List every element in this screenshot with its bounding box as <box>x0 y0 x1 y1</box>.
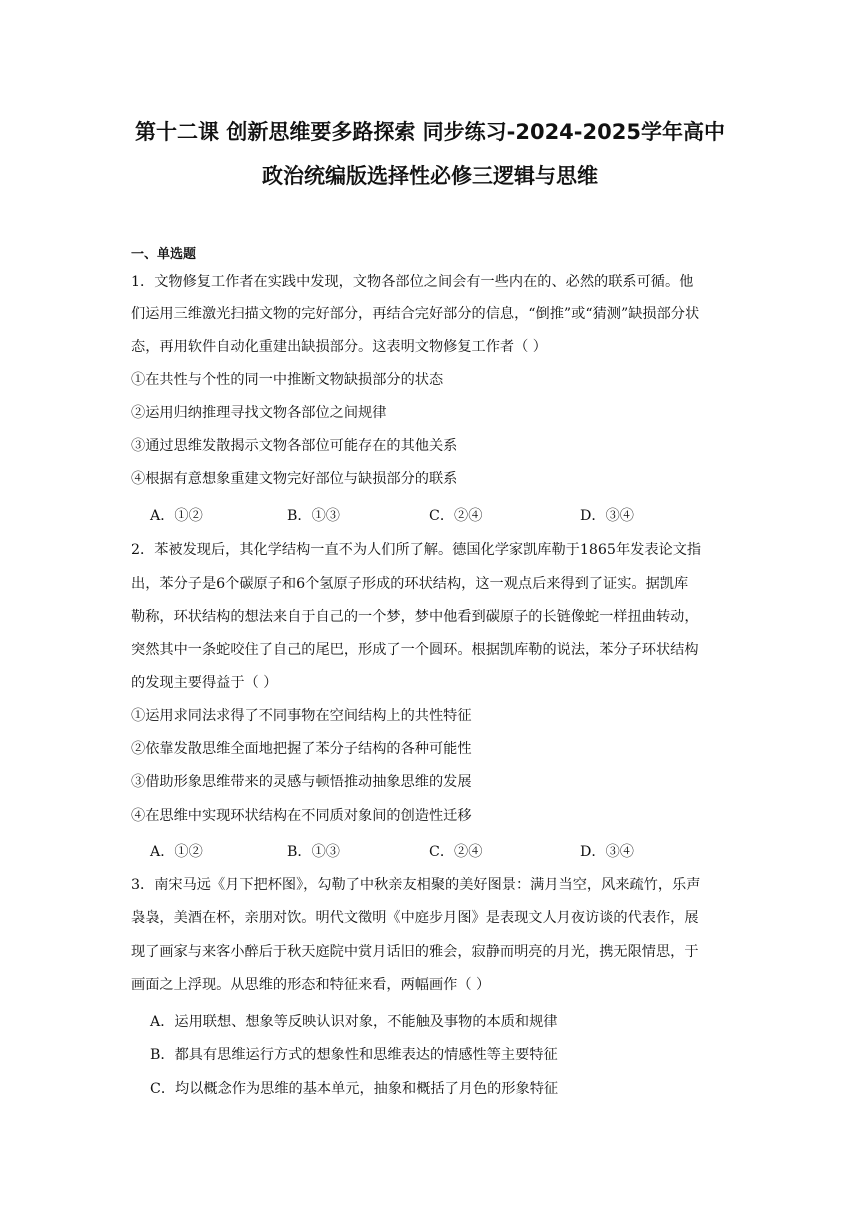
q3-stem-line-4: 画面之上浮现。从思维的形态和特征来看，两幅画作（ ） <box>131 977 491 993</box>
q3-stem-line-1: 3．南宋马远《月下把杯图》，勾勒了中秋亲友相聚的美好图景：满月当空，风来疏竹，乐声 <box>131 877 701 893</box>
q3-option-b: B．都具有思维运行方式的想象性和思维表达的情感性等主要特征 <box>150 1047 558 1063</box>
q1-stem-line-1: 1．文物修复工作者在实践中发现，文物各部位之间会有一些内在的、必然的联系可循。他 <box>131 274 694 290</box>
q3-option-a: A．运用联想、想象等反映认识对象，不能触及事物的本质和规律 <box>150 1014 558 1030</box>
q2-option-c: C．②④ <box>429 844 483 860</box>
q1-stem-line-3: 态，再用软件自动化重建出缺损部分。这表明文物修复工作者（ ） <box>131 339 547 355</box>
q2-stem-line-5: 的发现主要得益于（ ） <box>131 675 278 691</box>
q2-option-d: D．③④ <box>580 844 634 860</box>
q2-item-2: ②依靠发散思维全面地把握了苯分子结构的各种可能性 <box>131 741 472 757</box>
q2-option-a: A．①② <box>150 844 203 860</box>
q1-item-4: ④根据有意想象重建文物完好部位与缺损部分的联系 <box>131 471 458 487</box>
q2-item-1: ①运用求同法求得了不同事物在空间结构上的共性特征 <box>131 708 472 724</box>
q1-item-3: ③通过思维发散揭示文物各部位可能存在的其他关系 <box>131 438 458 454</box>
document-title-line-1: 第十二课 创新思维要多路探索 同步练习-2024-2025学年高中 <box>135 120 725 144</box>
q2-option-b: B．①③ <box>287 844 340 860</box>
q2-item-4: ④在思维中实现环状结构在不同质对象间的创造性迁移 <box>131 808 472 824</box>
q3-stem-line-2: 袅袅，美酒在杯，亲朋对饮。明代文徵明《中庭步月图》是表现文人月夜访谈的代表作，展 <box>131 910 699 926</box>
q1-option-c: C．②④ <box>429 508 483 524</box>
q2-stem-line-1: 2．苯被发现后，其化学结构一直不为人们所了解。德国化学家凯库勒于1865年发表论文指 <box>131 542 702 558</box>
q1-item-1: ①在共性与个性的同一中推断文物缺损部分的状态 <box>131 372 444 388</box>
q1-stem-line-2: 们运用三维激光扫描文物的完好部分，再结合完好部分的信息，“倒推”或“猜测”缺损部分状 <box>131 306 700 322</box>
q1-option-d: D．③④ <box>580 508 634 524</box>
q1-option-b: B．①③ <box>287 508 340 524</box>
section-heading: 一、单选题 <box>131 247 197 262</box>
q1-option-a: A．①② <box>150 508 203 524</box>
q2-item-3: ③借助形象思维带来的灵感与顿悟推动抽象思维的发展 <box>131 774 472 790</box>
q3-option-c: C．均以概念作为思维的基本单元，抽象和概括了月色的形象特征 <box>150 1081 559 1097</box>
q2-stem-line-4: 突然其中一条蛇咬住了自己的尾巴，形成了一个圆环。根据凯库勒的说法，苯分子环状结构 <box>131 642 699 658</box>
q1-item-2: ②运用归纳推理寻找文物各部位之间规律 <box>131 405 387 421</box>
q3-stem-line-3: 现了画家与来客小醉后于秋天庭院中赏月话旧的雅会，寂静而明亮的月光，携无限情思，于 <box>131 944 699 960</box>
document-title-line-2: 政治统编版选择性必修三逻辑与思维 <box>262 164 598 188</box>
q2-stem-line-2: 出，苯分子是6个碳原子和6个氢原子形成的环状结构，这一观点后来得到了证实。据凯库 <box>131 576 689 592</box>
q2-stem-line-3: 勒称，环状结构的想法来自于自己的一个梦，梦中他看到碳原子的长链像蛇一样扭曲转动， <box>131 609 699 625</box>
